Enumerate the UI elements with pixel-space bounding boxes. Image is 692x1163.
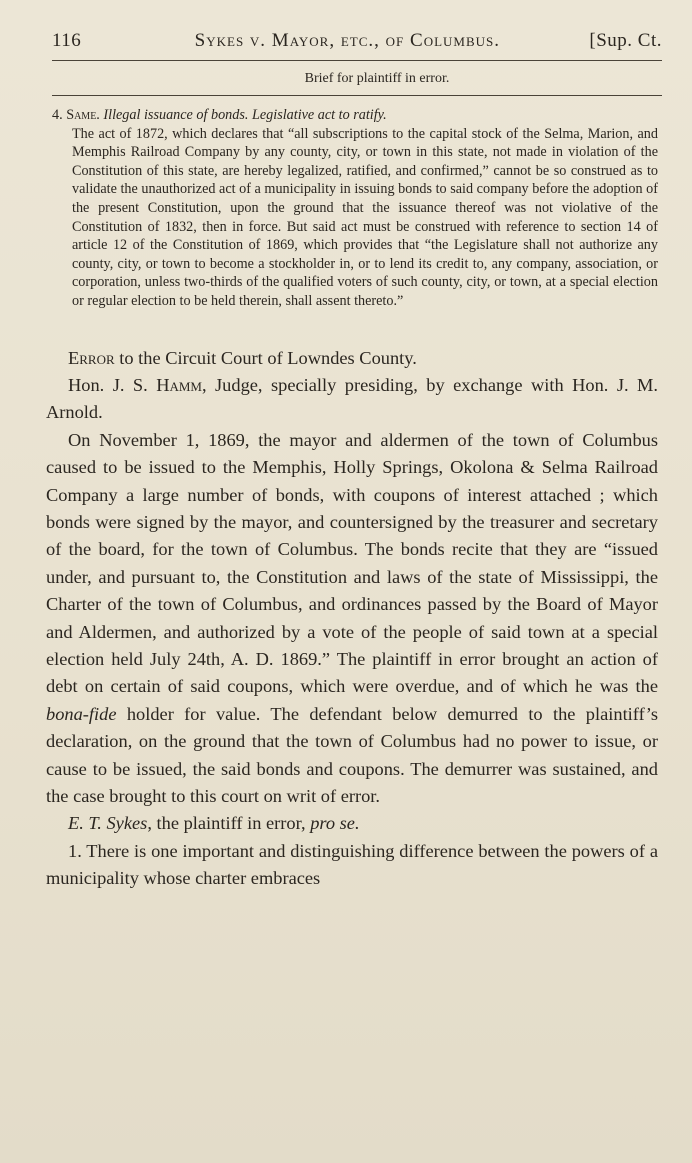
headnote bbox=[52, 106, 662, 311]
error-line bbox=[46, 345, 658, 372]
counsel-mid: , the plaintiff in error, bbox=[147, 813, 311, 834]
court-label: [Sup. Ct. bbox=[589, 30, 662, 51]
headnote-same: Same. bbox=[66, 107, 100, 123]
counsel-name: E. T. Sykes bbox=[68, 813, 148, 834]
error-rest: to the Circuit Court of Lowndes County. bbox=[114, 347, 417, 368]
judge-line bbox=[46, 372, 658, 427]
headnote-title bbox=[52, 106, 658, 125]
page-number: 116 bbox=[52, 30, 82, 51]
header-rule bbox=[52, 60, 662, 61]
pro-se: pro se. bbox=[310, 813, 360, 834]
running-title: Sykes v. Mayor, etc., of Columbus. bbox=[194, 30, 501, 51]
headnote-number: 4. bbox=[52, 107, 63, 123]
bona-fide-term: bona-fide bbox=[46, 703, 117, 724]
case-body bbox=[46, 345, 662, 893]
brief-rule bbox=[52, 95, 662, 96]
headnote-text: The act of 1872, which declares that “all subscriptions to the capital stock of the Selma, Marion, and Memphis Railroad Company by any county, city, or town in this state, not made in violation of the Constitution of this state, are hereby legalized, ratified, and confirmed,” cannot be so construed as to validate the unauthorized act of a municipality in issuing bonds to said company before the adoption of the present Constitution, upon the ground that the issuance thereof was not violative of the Constitution of 1832, then in force. But said act must be construed with reference to section 14 of article 12 of the Constitution of 1869, which provides that “the Legislature shall not authorize any county, city, or town to become a stockholder in, or to lend its credit to, any company, association, or corporation, unless two-thirds of the qualified voters of such county, city, or town, at a special election or regular election to be held therein, shall assent thereto.” bbox=[72, 125, 658, 309]
counsel-line bbox=[46, 810, 658, 837]
headnote-topic: Illegal issuance of bonds. Legislative act to ratify. bbox=[103, 107, 387, 123]
judge-prefix: Hon. J. S. bbox=[68, 374, 157, 395]
facts-rest: holder for value. The defendant below demurred to the plaintiff’s declaration, on the ground that the town of Columbus had no power to issue, or cause to be issued, the said bonds and coupons. The demurrer was sustained, and the case brought to this court on writ of error. bbox=[46, 703, 658, 807]
running-header bbox=[52, 30, 662, 52]
facts-text: On November 1, 1869, the mayor and aldermen of the town of Columbus caused to be issued to the Memphis, Holly Springs, Okolona & Selma Railroad Company a large number of bonds, with coupons of interest attached ; which bonds were signed by the mayor, and countersigned by the treasurer and secretary of the board, for the town of Columbus. The bonds recite that they are “issued under, and pursuant to, the Constitution and laws of the state of Mississippi, the Charter of the town of Columbus, and ordinances passed by the Board of Mayor and Aldermen, and authorized by a vote of the people of said town at a special election held July 24th, A. D. 1869.” The plaintiff in error brought an action of debt on certain of said coupons, which were overdue, and of which he was the bbox=[46, 429, 658, 697]
error-word: Error bbox=[68, 347, 115, 368]
facts-paragraph bbox=[46, 427, 658, 811]
judge-rest: , Judge, specially presiding, by exchange with Hon. J. M. Arnold. bbox=[46, 374, 658, 423]
brief-label: Brief for plaintiff in error. bbox=[304, 71, 450, 86]
judge-name: Hamm bbox=[156, 374, 202, 395]
point-one: 1. There is one important and distinguishing difference between the powers of a municipality whose charter embraces bbox=[46, 840, 658, 889]
